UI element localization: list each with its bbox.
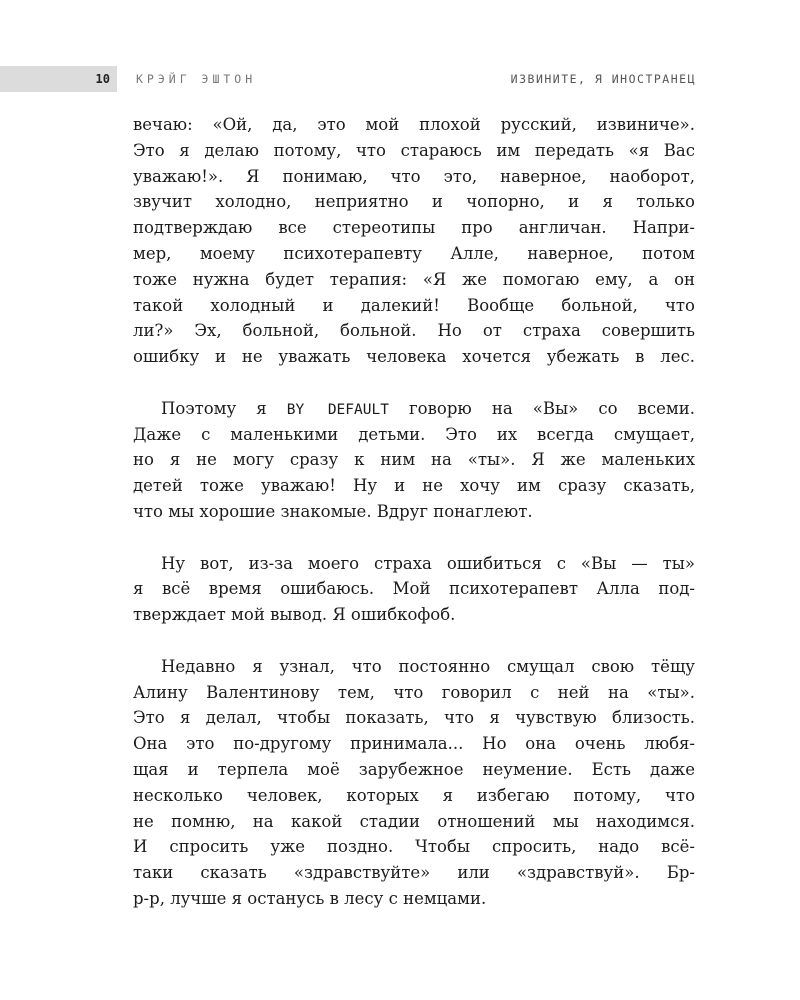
text-line: ошибку и не уважать человека хочется убежать в лес.: [133, 347, 695, 367]
text-line: щая и терпела моё зарубежное неумение. Есть даже: [133, 759, 695, 779]
running-head-title: ИЗВИНИТЕ, Я ИНОСТРАНЕЦ: [510, 72, 696, 86]
text-line: несколько человек, которых я избегаю потому, что: [133, 785, 695, 805]
text-line: Даже с маленькими детьми. Это их всегда смущает,: [133, 424, 695, 444]
english-term: BY DEFAULT: [286, 401, 389, 418]
text-line: мер, моему психотерапевту Алле, наверное, потом: [133, 243, 695, 263]
paragraph: [133, 112, 695, 370]
text-line: Недавно я узнал, что постоянно смущал свою тёщу: [161, 656, 695, 676]
text-line: я всё время ошибаюсь. Мой психотерапевт Алла под-: [133, 579, 695, 599]
text-line: но я не могу сразу к ним на «ты». Я же маленьких: [133, 450, 695, 470]
text-fragment: Поэтому я: [161, 398, 287, 418]
page-number: 10: [95, 72, 110, 86]
text-line: тверждает мой вывод. Я ошибкофоб.: [133, 605, 456, 625]
text-line: [133, 396, 695, 422]
body-text: [133, 112, 695, 912]
text-line: таки сказать «здравствуйте» или «здравствуй». Бр-: [133, 863, 695, 883]
text-line: такой холодный и далекий! Вообще больной, что: [133, 295, 695, 315]
text-fragment: говорю на «Вы» со всеми.: [388, 398, 695, 418]
text-line: что мы хорошие знакомые. Вдруг понаглеют.: [133, 501, 533, 521]
text-line: уважаю!». Я понимаю, что это, наверное, наоборот,: [133, 166, 695, 186]
text-line: Алину Валентинову тем, что говорил с ней на «ты».: [133, 682, 695, 702]
text-line: ли?» Эх, больной, больной. Но от страха совершить: [133, 321, 695, 341]
running-head-author: КРЭЙГ ЭШТОН: [136, 72, 257, 86]
text-line: Ну вот, из-за моего страха ошибиться с «Вы — ты»: [161, 553, 695, 573]
text-line: вечаю: «Ой, да, это мой плохой русский, извиниче».: [133, 115, 695, 134]
text-line: И спросить уже поздно. Чтобы спросить, надо всё-: [133, 837, 695, 857]
text-line: не помню, на какой стадии отношений мы находимся.: [133, 811, 695, 831]
text-line: Она это по-другому принимала... Но она очень любя-: [133, 734, 695, 754]
text-line: звучит холодно, неприятно и чопорно, и я только: [133, 192, 695, 212]
text-line: тоже нужна будет терапия: «Я же помогаю ему, а он: [133, 269, 695, 289]
text-line: Это я делаю потому, что стараюсь им передать «я Вас: [133, 140, 695, 160]
text-line: Это я делал, чтобы показать, что я чувствую близость.: [133, 708, 695, 728]
text-line: подтверждаю все стереотипы про англичан. Напри-: [133, 218, 695, 238]
paragraph: [133, 654, 695, 912]
text-line: детей тоже уважаю! Ну и не хочу им сразу сказать,: [133, 476, 695, 496]
paragraph: [133, 551, 695, 628]
text-line: р-р, лучше я останусь в лесу с немцами.: [133, 888, 487, 908]
paragraph: [133, 396, 695, 525]
